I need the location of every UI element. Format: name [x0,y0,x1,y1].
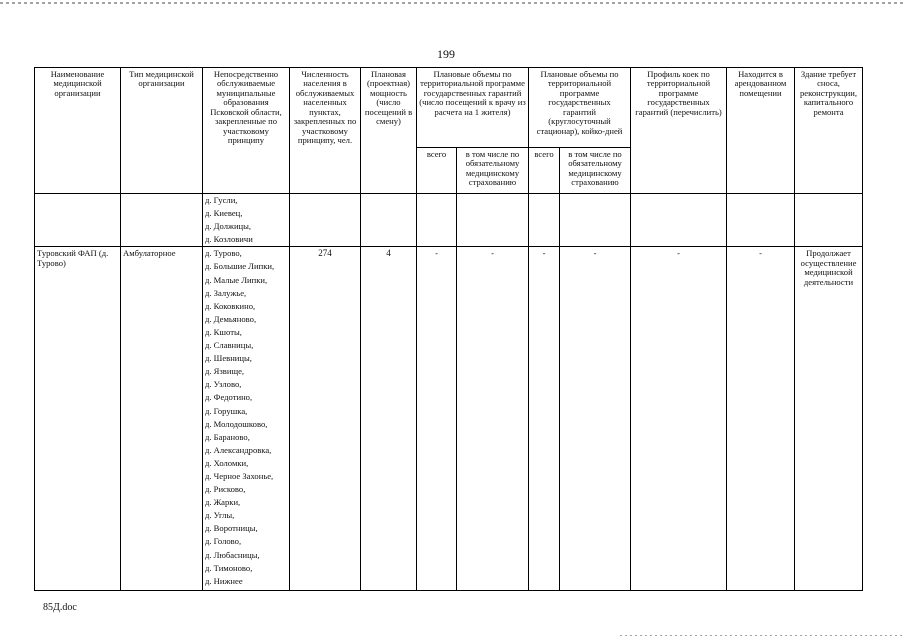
village-item: д. Рисково, [205,484,246,495]
village-item: д. Углы, [205,510,235,521]
cell-empty [560,194,631,247]
header-visits-total: всего [417,148,457,194]
header-beddays: Плановые объемы по территориальной программе государственных гарантий (круглосуточный стационар), койко-дней [529,68,631,148]
table-row [35,247,863,591]
village-item: д. Шевницы, [205,353,252,364]
header-population: Численность населения в обслуживаемых населенных пунктах, закрепленных по участковому принципу, чел. [290,68,361,194]
village-item: д. Молодошково, [205,418,268,429]
cell-empty [361,194,417,247]
facility-table [34,67,863,591]
header-beddays-oms: в том числе по обязательному медицинскому страхованию [560,148,631,194]
continuation-row [35,194,863,247]
continuation-villages [203,194,290,247]
village-item: д. Узлово, [205,379,242,390]
village-item: д. Коковкино, [205,300,256,311]
header-type: Тип медицинской организации [121,68,203,194]
repair-status: Продолжает осуществление медицинской деятельности [795,247,863,591]
village-item: д. Козловичи [205,234,253,245]
village-item: д. Демьяново, [205,313,257,324]
page-number: 199 [437,47,455,61]
village-item: д. Должицы, [205,221,252,232]
facility-name: Туровский ФАП (д. Турово) [35,247,121,591]
scan-edge-top [0,2,905,4]
header-visits-oms: в том числе по обязательному медицинскому страхованию [457,148,529,194]
village-item: д. Нижнее [205,575,243,586]
header-municipal: Непосредственно обслуживаемые муниципальные образования Псковской области, закрепленные по участковому принципу [203,68,290,194]
scan-edge-bottom [620,635,905,636]
facility-population: 274 [290,247,361,591]
village-item: д. Киевец, [205,208,243,219]
header-visits: Плановые объемы по территориальной программе государственных гарантий (число посещений к врачу из расчета на 1 жителя) [417,68,529,148]
header-profile: Профиль коек по территориальной программе государственных гарантий (перечислить) [631,68,727,194]
village-item: д. Бараново, [205,431,250,442]
cell-empty [417,194,457,247]
village-item: д. Тимоново, [205,562,253,573]
village-item: д. Федотино, [205,392,253,403]
header-beddays-total: всего [529,148,560,194]
village-item: д. Голово, [205,536,242,547]
village-item: д. Залужье, [205,287,247,298]
cell-empty [631,194,727,247]
cell-empty [795,194,863,247]
bed-profile: - [631,247,727,591]
village-item: д. Малые Липки, [205,274,268,285]
facility-type: Амбулаторное [121,247,203,591]
village-item: д. Кшоты, [205,326,242,337]
header-capacity: Плановая (проектная) мощность (число посещений в смену) [361,68,417,194]
beddays-total: - [529,247,560,591]
village-item: д. Любасницы, [205,549,260,560]
cell-empty [727,194,795,247]
header-repair: Здание требует сноса, реконструкции, капитального ремонта [795,68,863,194]
cell-empty [529,194,560,247]
village-item: д. Гусли, [205,195,238,205]
footer-filename: 85Д.doc [43,602,77,613]
village-item: д. Славницы, [205,340,254,351]
facility-capacity: 4 [361,247,417,591]
village-item: д. Жарки, [205,497,241,508]
facility-villages [203,247,290,591]
village-item: д. Холомки, [205,457,249,468]
cell-empty [290,194,361,247]
village-item: д. Черное Захонье, [205,470,274,481]
village-item: д. Воротницы, [205,523,258,534]
cell-empty [121,194,203,247]
village-item: д. Горушка, [205,405,248,416]
village-item: д. Большие Липки, [205,261,275,272]
cell-empty [35,194,121,247]
village-item: д. Александровка, [205,444,272,455]
beddays-oms: - [560,247,631,591]
header-row [35,68,863,148]
header-rented: Находится в арендованном помещении [727,68,795,194]
village-item: д. Язвище, [205,366,245,377]
visits-oms: - [457,247,529,591]
cell-empty [457,194,529,247]
header-name: Наименование медицинской организации [35,68,121,194]
visits-total: - [417,247,457,591]
village-item: д. Турово, [205,248,242,259]
rented-status: - [727,247,795,591]
